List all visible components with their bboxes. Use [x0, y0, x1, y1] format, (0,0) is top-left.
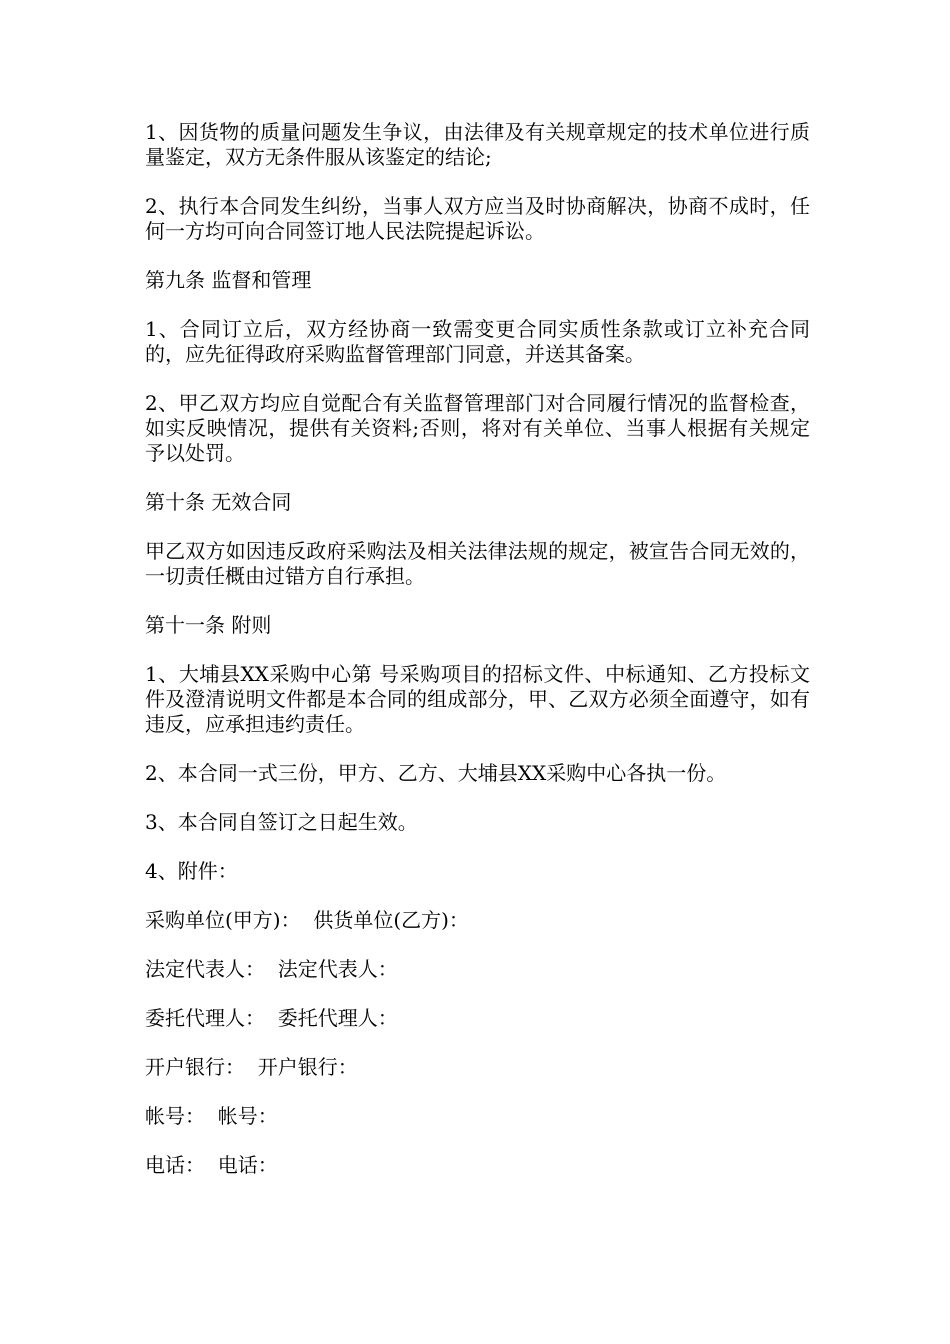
section-heading: 第九条 监督和管理	[145, 268, 312, 292]
clause-paragraph: 2、执行本合同发生纠纷，当事人双方应当及时协商解决，协商不成时，任何一方均可向合同签订地人民法院提起诉讼。	[145, 194, 810, 243]
clause-paragraph: 1、因货物的质量问题发生争议，由法律及有关规章规定的技术单位进行质量鉴定，双方无条件服从该鉴定的结论;	[145, 120, 810, 169]
clause-paragraph: 2、本合同一式三份，甲方、乙方、大埔县XX采购中心各执一份。	[145, 761, 727, 785]
signature-line-phone: 电话： 电话：	[145, 1153, 278, 1177]
clause-paragraph: 甲乙双方如因违反政府采购法及相关法律法规的规定，被宣告合同无效的，一切责任概由过错方自行承担。	[145, 539, 810, 588]
signature-line-account: 帐号： 帐号：	[145, 1104, 278, 1128]
signature-line-parties: 采购单位(甲方)： 供货单位(乙方)：	[145, 908, 469, 932]
signature-line-bank: 开户银行： 开户银行：	[145, 1055, 358, 1079]
clause-paragraph: 3、本合同自签订之日起生效。	[145, 810, 418, 834]
clause-paragraph: 1、合同订立后，双方经协商一致需变更合同实质性条款或订立补充合同的，应先征得政府采购监督管理部门同意，并送其备案。	[145, 317, 810, 366]
section-heading: 第十一条 附则	[145, 613, 272, 637]
document-body	[145, 120, 810, 1202]
clause-paragraph: 4、附件：	[145, 859, 238, 883]
signature-line-agent: 委托代理人： 委托代理人：	[145, 1006, 398, 1030]
section-heading: 第十条 无效合同	[145, 490, 292, 514]
signature-line-legal-rep: 法定代表人： 法定代表人：	[145, 957, 398, 981]
clause-paragraph: 1、大埔县XX采购中心第 号采购项目的招标文件、中标通知、乙方投标文件及澄清说明文件都是本合同的组成部分，甲、乙双方必须全面遵守，如有违反，应承担违约责任。	[145, 662, 810, 736]
clause-paragraph: 2、甲乙双方均应自觉配合有关监督管理部门对合同履行情况的监督检查，如实反映情况，提供有关资料;否则，将对有关单位、当事人根据有关规定予以处罚。	[145, 391, 810, 465]
